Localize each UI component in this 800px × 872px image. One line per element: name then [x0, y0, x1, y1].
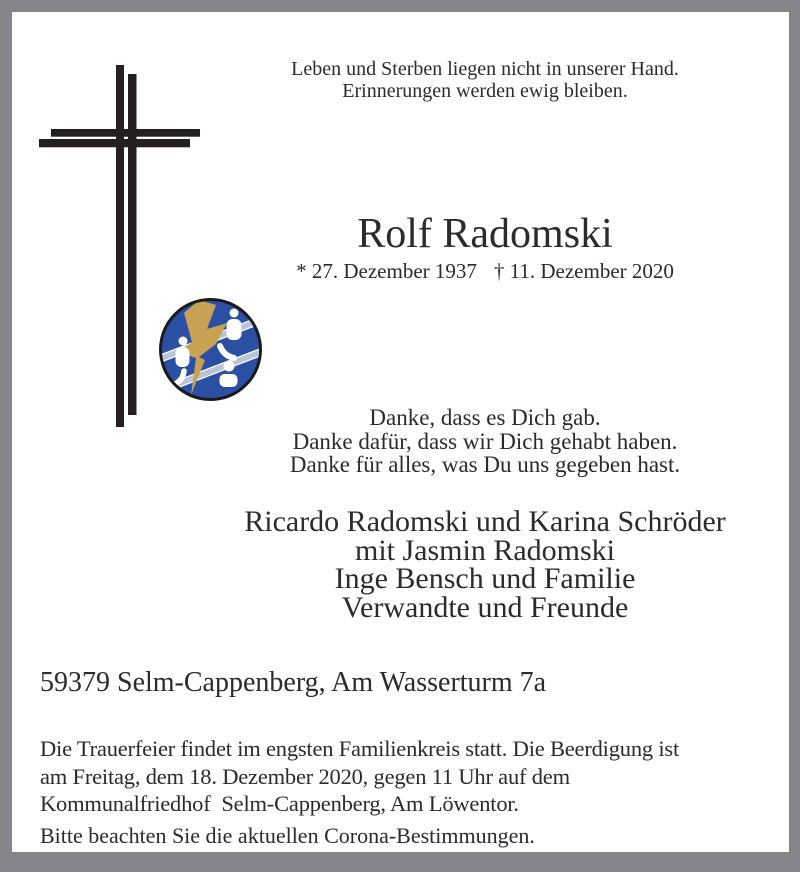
thanks-verse: [180, 406, 790, 477]
mourner-line-4: Verwandte und Freunde: [341, 590, 629, 624]
life-dates: [180, 259, 790, 283]
thanks-line-2: Danke dafür, dass wir Dich gehabt haben.: [292, 428, 678, 454]
thanks-line-3: Danke für alles, was Du uns gegeben hast.: [289, 452, 681, 477]
epigraph: [180, 58, 790, 102]
funeral-line-1: Die Trauerfeier findet im engsten Familienkreis statt. Die Beerdigung ist: [40, 736, 680, 761]
deceased-name: Rolf Radomski: [357, 211, 613, 257]
mourner-line-3: Inge Bensch und Familie: [334, 562, 636, 595]
corona-note: Bitte beachten Sie die aktuellen Corona-Bestimmungen.: [40, 823, 535, 848]
epigraph-line-1: Leben und Sterben liegen nicht in unserer Hand.: [291, 58, 679, 80]
thanks-line-1: Danke, dass es Dich gab.: [369, 405, 601, 430]
funeral-line-3: Kommunalfriedhof Selm-Cappenberg, Am Löwentor.: [40, 791, 519, 817]
mourner-line-2: mit Jasmin Radomski: [354, 533, 615, 567]
sports-club-emblem-icon: [157, 296, 264, 403]
mourners-list: [180, 505, 790, 624]
death-date: † 11. Dezember 2020: [493, 259, 674, 283]
address-line: 59379 Selm-Cappenberg, Am Wasserturm 7a: [40, 667, 547, 698]
mourner-line-1: Ricardo Radomski und Karina Schröder: [244, 505, 726, 538]
funeral-info: [40, 735, 679, 818]
birth-date: * 27. Dezember 1937: [296, 259, 477, 283]
epigraph-line-2: Erinnerungen werden ewig bleiben.: [342, 80, 628, 102]
funeral-line-2: am Freitag, dem 18. Dezember 2020, gegen 11 Uhr auf dem: [40, 763, 570, 789]
